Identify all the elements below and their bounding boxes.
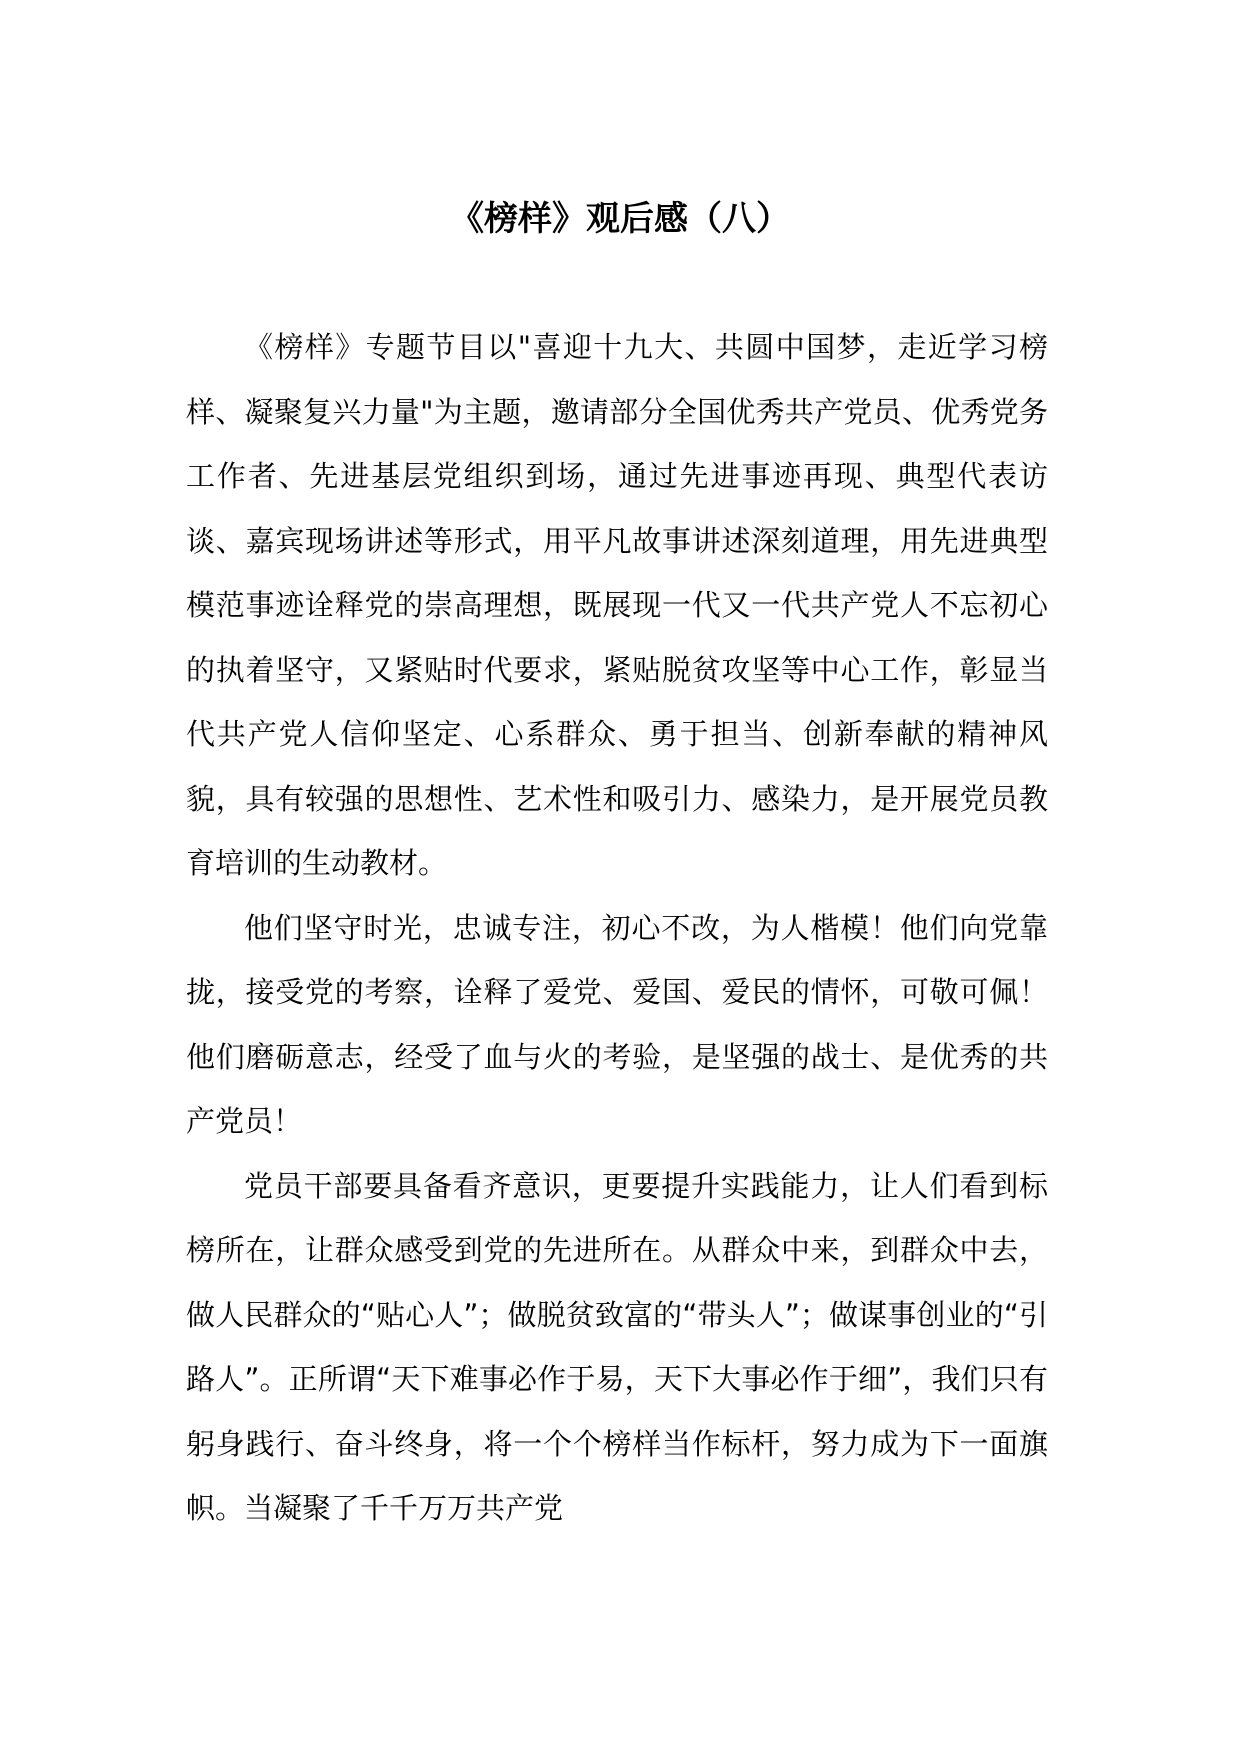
paragraph-call-to-action: 党员干部要具备看齐意识，更要提升实践能力，让人们看到标榜所在，让群众感受到党的先进所在。从群众中来，到群众中去，做人民群众的“贴心人”；做脱贫致富的“带头人”；做谋事创业的“引路人”。正所谓“天下难事必作于易，天下大事必作于细”，我们只有躬身践行、奋斗终身，将一个个榜样当作标杆，努力成为下一面旗帜。当凝聚了千千万万共产党: [186, 1168, 1048, 1525]
document-body: [186, 315, 1048, 1541]
paragraph-intro: 《榜样》专题节目以"喜迎十九大、共圆中国梦，走近学习榜样、凝聚复兴力量"为主题，邀请部分全国优秀共产党员、优秀党务工作者、先进基层党组织到场，通过先进事迹再现、典型代表访谈、嘉宾现场讲述等形式，用平凡故事讲述深刻道理，用先进典型模范事迹诠释党的崇高理想，既展现一代又一代共产党人不忘初心的执着坚守，又紧贴时代要求，紧贴脱贫攻坚等中心工作，彰显当代共产党人信仰坚定、心系群众、勇于担当、创新奉献的精神风貌，具有较强的思想性、艺术性和吸引力、感染力，是开展党员教育培训的生动教材。: [186, 330, 1048, 880]
document-title: 《榜样》观后感（八）: [450, 199, 790, 239]
paragraph-praise: 他们坚守时光，忠诚专注，初心不改，为人楷模！他们向党靠拢，接受党的考察，诠释了爱党、爱国、爱民的情怀，可敬可佩！他们磨砺意志，经受了血与火的考验，是坚强的战士、是优秀的共产党员！: [186, 910, 1048, 1138]
